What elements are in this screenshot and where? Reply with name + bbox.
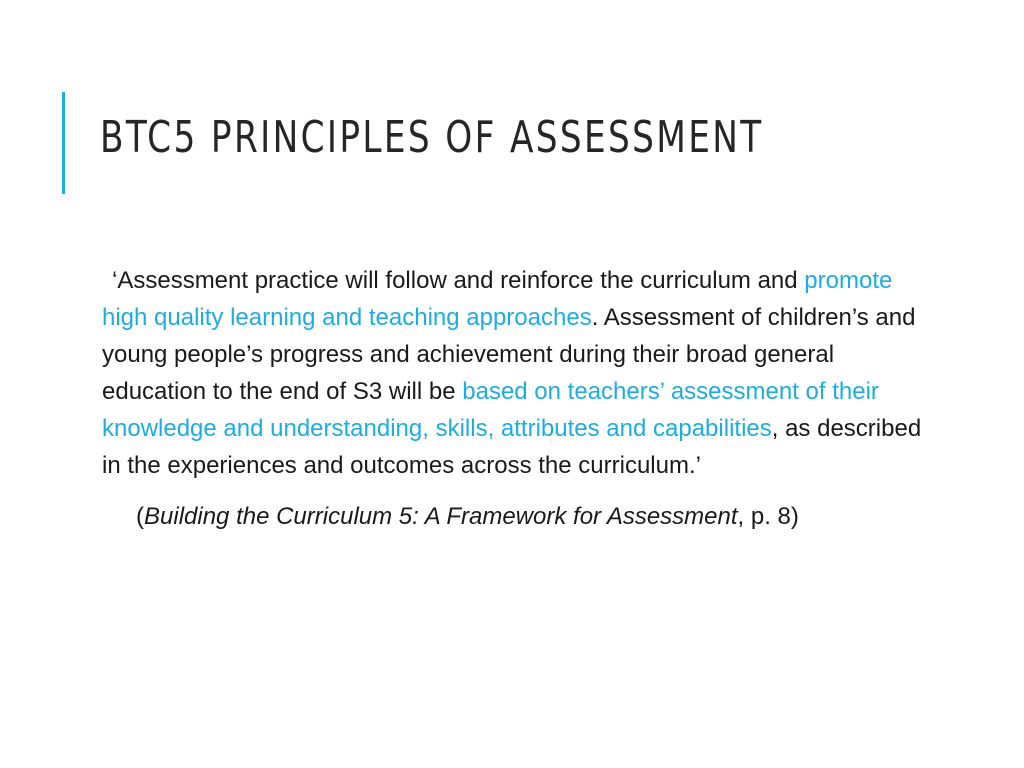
citation-open: ( (136, 503, 144, 530)
quote-text-2: . Assessment of children’s and young people’s progress and achievement during their broad general education to the end of S3 will be (102, 304, 916, 405)
quote-highlight-2: based on teachers’ assessment of their knowledge and understanding, skills, attributes and capabilities (102, 378, 879, 442)
citation-source-title: Building the Curriculum 5: A Framework for Assessment (144, 503, 738, 530)
citation-close: , p. 8) (737, 503, 799, 530)
quote-text-3: , as described in the experiences and outcomes across the curriculum.’ (102, 415, 922, 479)
citation-paragraph (102, 498, 922, 535)
slide-body (102, 262, 922, 535)
slide-title: BTC5 PRINCIPLES OF ASSESSMENT (100, 112, 764, 163)
quote-text-1: ‘Assessment practice will follow and reinforce the curriculum and (112, 267, 805, 294)
title-accent-bar (62, 92, 65, 194)
quote-paragraph (102, 262, 922, 484)
quote-highlight-1: promote high quality learning and teaching approaches (102, 267, 893, 331)
